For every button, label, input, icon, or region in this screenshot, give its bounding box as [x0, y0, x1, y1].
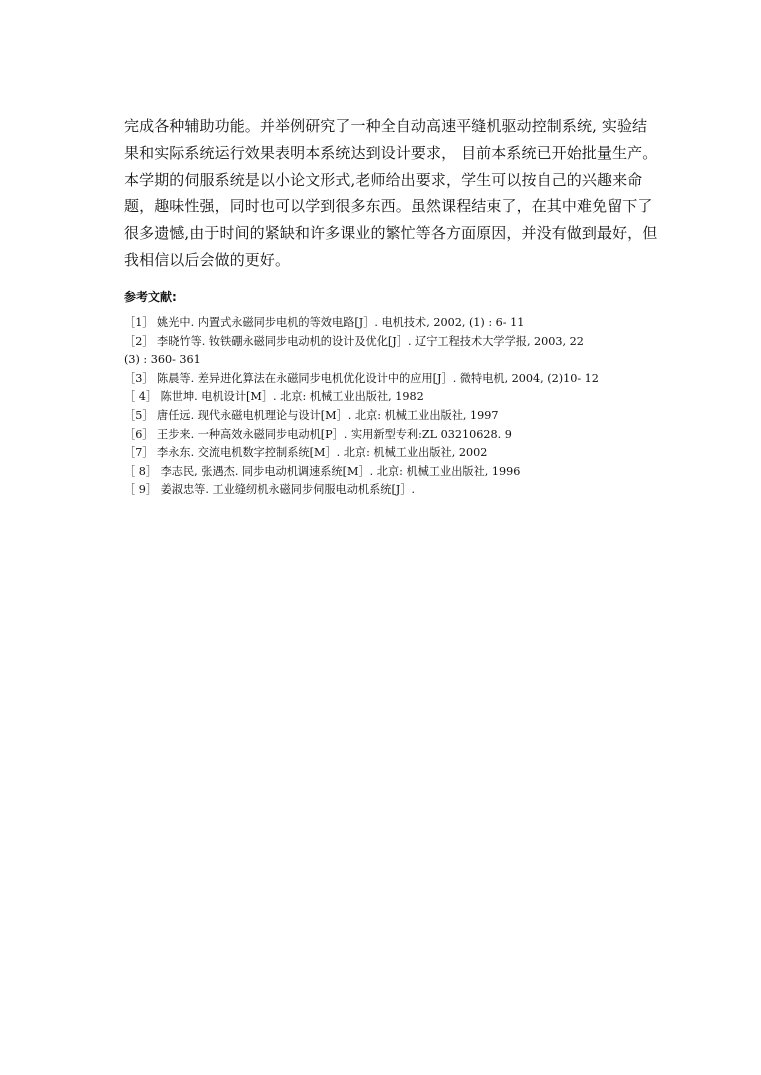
reference-item: ［ 8］ 李志民, 张遇杰. 同步电动机调速系统[M］. 北京: 机械工业出版社, 1996: [124, 464, 521, 478]
body-line: 本学期的伺服系统是以小论文形式,老师给出要求，学生可以按自己的兴趣来命: [124, 170, 643, 189]
reference-item: ［1］ 姚光中. 内置式永磁同步电机的等效电路[J］. 电机技术, 2002, (1) : 6- 11: [124, 316, 525, 329]
reference-item: ［3］ 陈晨等. 差异进化算法在永磁同步电机优化设计中的应用[J］. 微特电机, 2004, (2)10- 12: [124, 371, 599, 385]
body-line: 完成各种辅助功能。并举例研究了一种全自动高速平缝机驱动控制系统, 实验结: [124, 117, 648, 135]
reference-item: ［ 9］ 姜淑忠等. 工业缝纫机永磁同步伺服电动机系统[J］.: [124, 483, 416, 497]
references-heading: 参考文献:: [124, 290, 177, 304]
reference-item: ［ 4］ 陈世坤. 电机设计[M］. 北京: 机械工业出版社, 1982: [124, 390, 424, 404]
body-line: 果和实际系统运行效果表明本系统达到设计要求， 目前本系统已开始批量生产。: [124, 143, 658, 162]
body-line: 题，趣味性强，同时也可以学到很多东西。虽然课程结束了，在其中难免留下了: [124, 197, 653, 216]
reference-item: ［2］ 李晓竹等. 钕铁硼永磁同步电动机的设计及优化[J］. 辽宁工程技术大学学报, 2003, 22: [124, 334, 584, 348]
references-list: [124, 314, 664, 500]
reference-item: ［5］ 唐任远. 现代永磁电机理论与设计[M］. 北京: 机械工业出版社, 1997: [124, 408, 499, 422]
body-line: 很多遗憾,由于时间的紧缺和许多课业的繁忙等各方面原因，并没有做到最好，但: [124, 224, 658, 243]
reference-item: ［7］ 李永东. 交流电机数字控制系统[M］. 北京: 机械工业出版社, 2002: [124, 446, 488, 460]
reference-item-continuation: (3) : 360- 361: [124, 353, 201, 367]
reference-item: ［6］ 王步来. 一种高效永磁同步电动机[P］. 实用新型专利:ZL 03210628. 9: [124, 427, 512, 441]
body-paragraph: [124, 113, 664, 274]
body-line: 我相信以后会做的更好。: [124, 250, 291, 269]
